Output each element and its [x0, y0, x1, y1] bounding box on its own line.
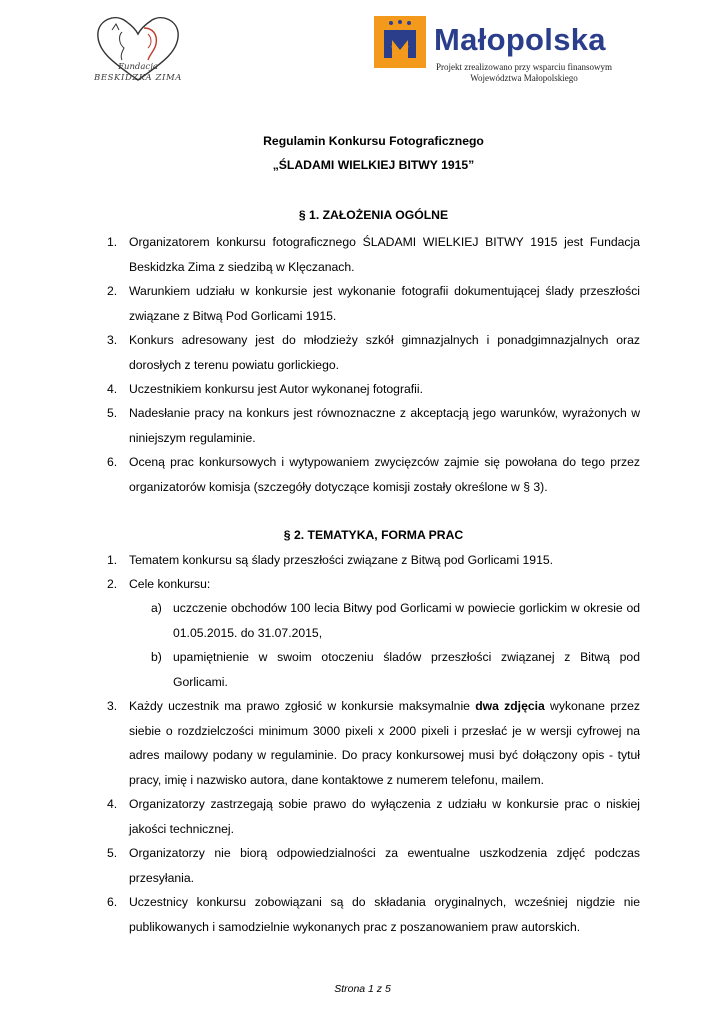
list-item: [107, 890, 640, 939]
list-item: [107, 230, 640, 279]
section2-heading: § 2. TEMATYKA, FORMA PRAC: [283, 528, 464, 542]
list-item: [107, 694, 640, 792]
sub-item-text: upamiętnienie w swoim otoczeniu śladów przeszłości związanej z Bitwą pod Gorlicami.: [173, 650, 640, 689]
logo-line1: Fundacja: [118, 62, 158, 72]
list-item: [107, 328, 640, 377]
sub-list-item: [151, 645, 640, 694]
item-text: Nadesłanie pracy na konkurs jest równoznaczne z akceptacją jego warunków, wyrażonych w niniejszym regulaminie.: [129, 406, 640, 445]
item-number: 1.: [107, 235, 118, 249]
item-number: 4.: [107, 797, 118, 811]
item-number: 6.: [107, 895, 118, 909]
list-item: [107, 450, 640, 499]
malopolska-subtitle-1: Projekt zrealizowano przy wsparciu finansowym: [436, 62, 612, 72]
item-text: Oceną prac konkursowych i wytypowaniem zwycięzców zajmie się powołana do tego przez organizatorów komisja (szczegóły dotyczące komisji zostały określone w § 3).: [129, 455, 640, 494]
sub-item-text: uczczenie obchodów 100 lecia Bitwy pod Gorlicami w powiecie gorlickim w okresie od 01.05.2015. do 31.07.2015,: [173, 601, 640, 640]
item-number: 2.: [107, 284, 118, 298]
item-text: Uczestnikiem konkursu jest Autor wykonanej fotografii.: [129, 382, 423, 396]
item-text: [129, 694, 640, 792]
item-text: Warunkiem udziału w konkursie jest wykonanie fotografii dokumentującej ślady przeszłości związane z Bitwą Pod Gorlicami 1915.: [129, 284, 640, 323]
list-item: [107, 548, 640, 573]
malopolska-subtitle-2: Województwa Małopolskiego: [470, 73, 578, 83]
item-text: Konkurs adresowany jest do młodzieży szkół gimnazjalnych i ponadgimnazjalnych oraz dorosłych z terenu powiatu gorlickiego.: [129, 333, 640, 372]
item-text: Organizatorem konkursu fotograficznego ŚLADAMI WIELKIEJ BITWY 1915 jest Fundacja Beskidzka Zima z siedzibą w Klęczanach.: [129, 235, 640, 274]
sub-list-item: [151, 596, 640, 645]
section1-heading: § 1. ZAŁOŻENIA OGÓLNE: [298, 208, 449, 222]
item-text: Organizatorzy nie biorą odpowiedzialności za ewentualne uszkodzenia zdjęć podczas przesyłania.: [129, 846, 640, 885]
item-number: 4.: [107, 382, 118, 396]
list-item: [107, 377, 640, 402]
item-text-bold: dwa zdjęcia: [475, 699, 545, 713]
item-text-part: Każdy uczestnik ma prawo zgłosić w konkursie maksymalnie: [129, 699, 476, 713]
item-number: 3.: [107, 333, 118, 347]
sub-item-letter: b): [151, 650, 162, 664]
item-text: Organizatorzy zastrzegają sobie prawo do wyłączenia z udziału w konkursie prac o niskiej jakości technicznej.: [129, 797, 640, 836]
list-item: [107, 792, 640, 841]
doc-title: Regulamin Konkursu Fotograficznego: [263, 134, 484, 148]
item-number: 3.: [107, 699, 118, 713]
list-item: [107, 841, 640, 890]
sub-item-letter: a): [151, 601, 162, 615]
page-number: Strona 1 z 5: [334, 983, 391, 995]
item-text: Cele konkursu:: [129, 577, 211, 591]
malopolska-emblem-icon: [374, 16, 426, 68]
item-number: 2.: [107, 577, 118, 591]
list-item: [107, 279, 640, 328]
list-item: [107, 401, 640, 450]
doc-subtitle: „ŚLADAMI WIELKIEJ BITWY 1915”: [272, 158, 475, 172]
fundacja-logo: [92, 14, 184, 86]
logo-line2: BESKIDZKA ZIMA: [93, 73, 183, 83]
malopolska-name: Małopolska: [434, 22, 606, 57]
item-number: 6.: [107, 455, 118, 469]
item-number: 5.: [107, 406, 118, 420]
item-number: 5.: [107, 846, 118, 860]
item-text: Uczestnicy konkursu zobowiązani są do składania oryginalnych, wcześniej nigdzie nie publikowanych i samodzielnie wykonanych prac z poszanowaniem praw autorskich.: [129, 895, 640, 934]
list-item: [107, 572, 640, 597]
item-text-part: wykonane przez siebie o rozdzielczości minimum 3000 pixeli x 2000 pixeli i przesłać je w wersji cyfrowej na adres mailowy podany w regulaminie. Do pracy konkursowej musi być dołączony opis - tytuł pracy, imię i nazwisko autora, dane kontaktowe z numerem telefonu, mailem.: [129, 699, 640, 787]
malopolska-logo: [374, 16, 620, 86]
item-text: Tematem konkursu są ślady przeszłości związane z Bitwą pod Gorlicami 1915.: [129, 553, 554, 567]
item-number: 1.: [107, 553, 118, 567]
